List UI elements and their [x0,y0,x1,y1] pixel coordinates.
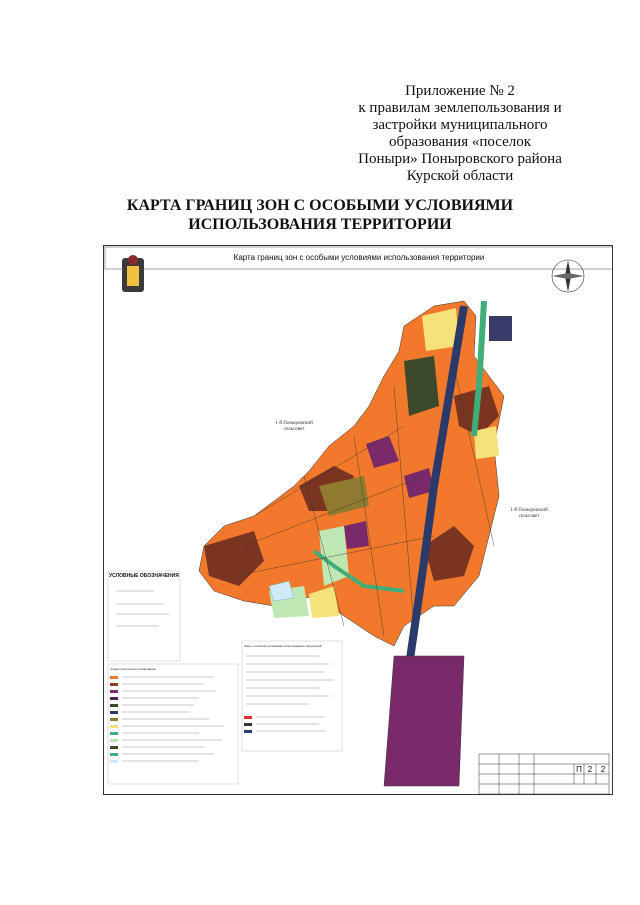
neighbor-label-left [264,421,324,433]
appendix-line: застройки муниципального [372,117,548,133]
stamp-sheet-total: 2 [600,765,606,774]
map-sheet [103,245,613,795]
appendix-line: к правилам землепользования и [358,100,562,116]
compass-icon [552,260,584,292]
legend-zoning-heading: Градостроительное зонирование [110,667,157,671]
neighbor-label-left-line1: 1-й Поныровский [275,421,313,426]
neighbor-label-right-line2: сельсовет [518,514,540,519]
stamp-block [479,754,609,794]
appendix-line: Курской области [406,168,514,184]
title-line-1: КАРТА ГРАНИЦ ЗОН С ОСОБЫМИ УСЛОВИЯМИ [126,197,514,214]
stamp-sheet-number: 2 [587,765,593,774]
appendix-line: образования «поселок [388,134,532,150]
map-drawing [104,246,613,795]
settlement-territory [199,301,512,786]
map-inner-title: Карта границ зон с особыми условиями использования территории [233,253,485,262]
legend-text-lines [116,591,334,761]
legend-zones-heading: Зоны с особыми условиями использования территорий [244,644,322,648]
neighbor-label-right [499,508,559,520]
appendix-line: Приложение № 2 [405,83,515,99]
title-line-2: ИСПОЛЬЗОВАНИЯ ТЕРРИТОРИИ [188,216,452,233]
stamp-sheet-letter: П [576,765,582,774]
legend-heading: УСЛОВНЫЕ ОБОЗНАЧЕНИЯ [109,573,179,579]
legend-swatches [110,676,252,763]
appendix-block [320,83,600,185]
appendix-line: Поныри» Поныровского района [358,151,562,167]
document-title [0,196,640,234]
neighbor-label-right-line1: 1-й Поныровский [510,508,548,513]
legend-frame [108,571,342,784]
coat-of-arms-icon [122,255,144,292]
neighbor-label-left-line2: сельсовет [283,427,305,432]
